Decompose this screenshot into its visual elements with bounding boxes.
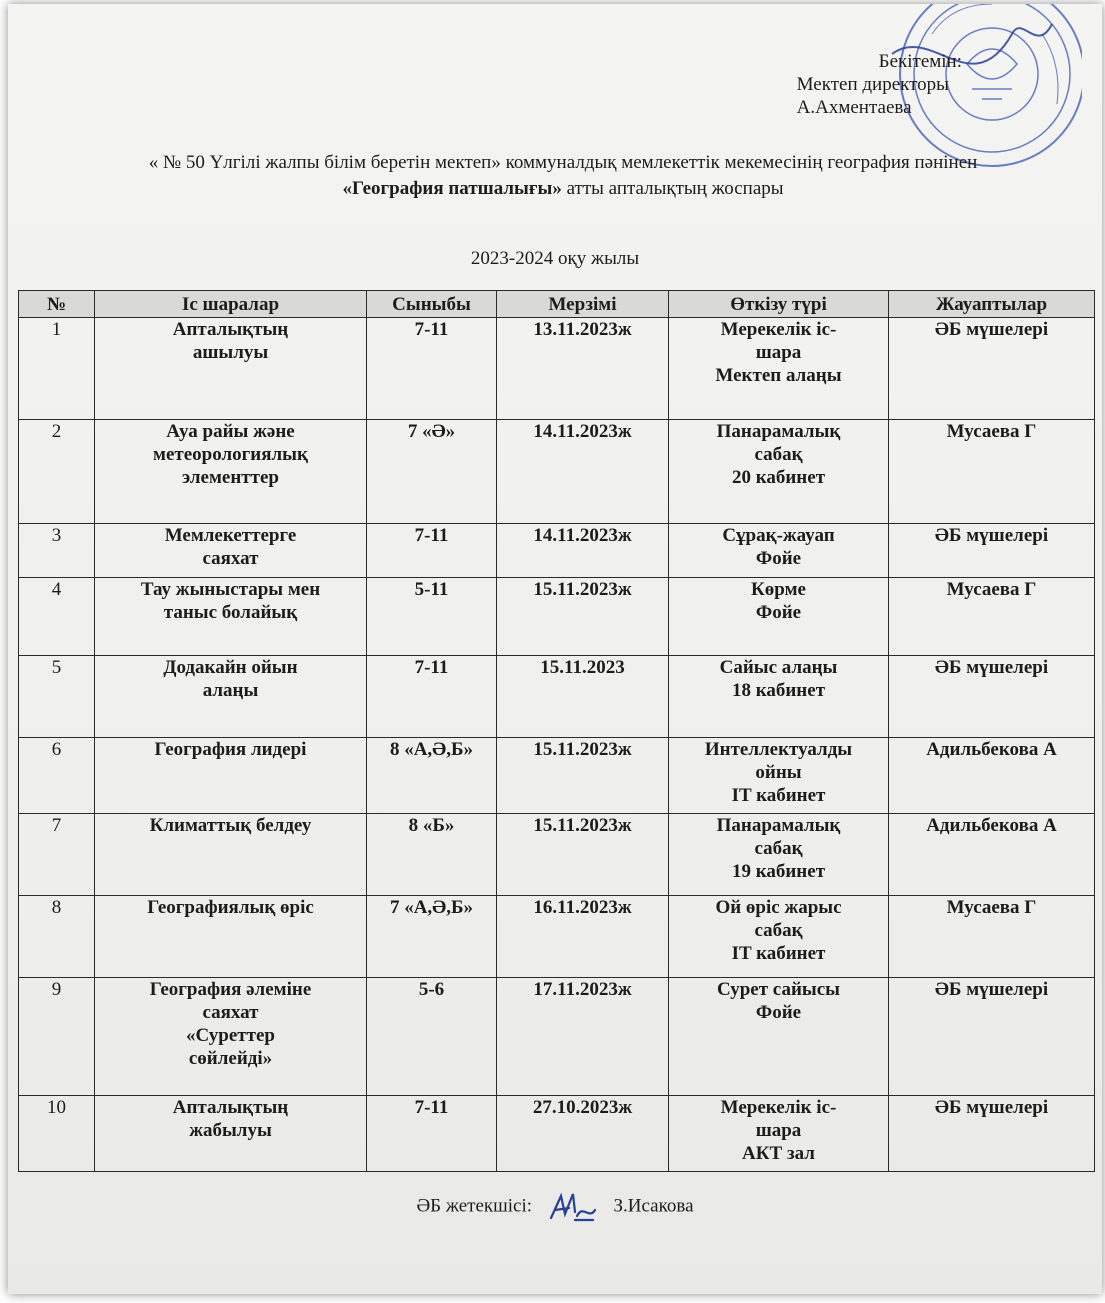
title-part-1: « № 50 Үлгілі жалпы білім беретін мектеп» коммуналдық мемлекеттік мекемесінің география пәнінен (148, 152, 978, 173)
cell-date: 17.11.2023ж (497, 978, 669, 1096)
cell-number: 2 (19, 420, 95, 524)
cell-number: 8 (19, 896, 95, 978)
cell-number: 5 (19, 656, 95, 738)
cell-number: 4 (19, 578, 95, 656)
cell-grade: 7-11 (367, 656, 497, 738)
cell-type (669, 814, 889, 896)
table-row (19, 738, 1095, 814)
cell-type-line: Сайыс алаңы (719, 657, 838, 678)
cell-number: 1 (19, 318, 95, 420)
cell-type (669, 318, 889, 420)
cell-type (669, 524, 889, 578)
cell-type (669, 978, 889, 1096)
approval-block (797, 50, 962, 119)
plan-table (18, 290, 1095, 1172)
cell-grade: 7-11 (367, 1096, 497, 1172)
cell-date: 14.11.2023ж (497, 524, 669, 578)
title-part-2: атты апталықтың жоспары (561, 178, 784, 199)
cell-type-line: сабақ (754, 444, 803, 465)
cell-responsible: Мусаева Г (889, 420, 1095, 524)
cell-event-line: саяхат (202, 548, 259, 569)
table-row (19, 1096, 1095, 1172)
cell-number: 9 (19, 978, 95, 1096)
cell-grade: 7 «Ә» (367, 420, 497, 524)
cell-type-line: шара (755, 342, 802, 363)
cell-event-line: «Суреттер (186, 1025, 275, 1046)
table-row (19, 420, 1095, 524)
header-number: № (19, 291, 95, 318)
cell-event-line: Климаттық белдеу (149, 815, 312, 836)
cell-responsible: ӘБ мүшелері (889, 318, 1095, 420)
header-events: Іс шаралар (95, 291, 367, 318)
table-row (19, 896, 1095, 978)
handwritten-signature (547, 1190, 599, 1224)
cell-type-line: ойны (755, 762, 802, 783)
cell-number: 6 (19, 738, 95, 814)
cell-event (95, 524, 367, 578)
cell-event (95, 420, 367, 524)
cell-event-line: География лидері (154, 739, 307, 760)
cell-grade: 8 «А,Ә,Б» (367, 738, 497, 814)
cell-type-line: Панарамалық (716, 421, 841, 442)
cell-event-line: Апталықтың (172, 319, 289, 340)
header-grade: Сыныбы (367, 291, 497, 318)
cell-event-line: Географиялық өріс (147, 897, 314, 918)
cell-type-line: Сұрақ-жауап (722, 525, 835, 546)
cell-responsible: ӘБ мүшелері (889, 524, 1095, 578)
cell-type-line: 20 кабинет (731, 467, 826, 488)
cell-date: 14.11.2023ж (497, 420, 669, 524)
cell-date: 16.11.2023ж (497, 896, 669, 978)
cell-date: 13.11.2023ж (497, 318, 669, 420)
cell-grade: 7-11 (367, 524, 497, 578)
cell-event (95, 896, 367, 978)
cell-type-line: Мерекелік іс- (720, 1097, 837, 1118)
cell-grade: 8 «Б» (367, 814, 497, 896)
title-bold: «География патшалығы» (342, 178, 562, 199)
table-row (19, 656, 1095, 738)
cell-type-line: сабақ (754, 920, 803, 941)
cell-type-line: сабақ (754, 838, 803, 859)
cell-type-line: IT кабинет (731, 785, 826, 806)
cell-type-line: Фойе (755, 602, 802, 623)
table-row (19, 524, 1095, 578)
cell-event (95, 318, 367, 420)
approval-position: Мектеп директоры (796, 74, 949, 95)
cell-event-line: таныс болайық (163, 602, 298, 623)
cell-type-line: шара (755, 1120, 802, 1141)
cell-responsible: Мусаева Г (889, 578, 1095, 656)
cell-type-line: Фойе (755, 1002, 802, 1023)
cell-event (95, 1096, 367, 1172)
academic-year: 2023-2024 оқу жылы (470, 248, 640, 269)
cell-event-line: метеорологиялық (153, 444, 308, 465)
cell-type-line: АКТ зал (742, 1143, 815, 1164)
cell-type-line: Интеллектуалды (704, 739, 853, 760)
cell-type-line: Ой өріс жарыс (715, 897, 842, 918)
cell-type-line: Мерекелік іс- (720, 319, 837, 340)
cell-responsible: ӘБ мүшелері (889, 656, 1095, 738)
cell-type-line: Панарамалық (716, 815, 841, 836)
cell-event (95, 738, 367, 814)
cell-date: 15.11.2023ж (497, 578, 669, 656)
signature-block (8, 1190, 1102, 1224)
cell-event-line: Додакайн ойын (163, 657, 298, 678)
cell-date: 15.11.2023 (497, 656, 669, 738)
cell-type (669, 1096, 889, 1172)
cell-type (669, 656, 889, 738)
cell-type-line: 19 кабинет (731, 861, 826, 882)
signature-name: З.Исакова (613, 1195, 694, 1217)
cell-grade: 7-11 (367, 318, 497, 420)
table-row (19, 578, 1095, 656)
approval-label: Бекітемін: (878, 51, 962, 72)
cell-event-line: жабылуы (189, 1120, 272, 1141)
table-row (19, 814, 1095, 896)
signature-label: ӘБ жетекшісі: (416, 1195, 533, 1217)
table-row (19, 318, 1095, 420)
cell-type-line: 18 кабинет (731, 680, 826, 701)
cell-responsible: Адильбекова А (889, 814, 1095, 896)
cell-type-line: Көрме (751, 579, 806, 600)
cell-type (669, 896, 889, 978)
cell-type-line: IT кабинет (731, 943, 826, 964)
table-header-row (19, 291, 1095, 318)
approval-name: А.Ахментаева (796, 97, 912, 118)
document-page (8, 4, 1102, 1294)
cell-number: 7 (19, 814, 95, 896)
cell-responsible: ӘБ мүшелері (889, 1096, 1095, 1172)
cell-event (95, 656, 367, 738)
cell-event-line: элементтер (182, 467, 279, 488)
cell-date: 15.11.2023ж (497, 738, 669, 814)
cell-type (669, 738, 889, 814)
cell-grade: 5-11 (367, 578, 497, 656)
cell-date: 15.11.2023ж (497, 814, 669, 896)
cell-number: 10 (19, 1096, 95, 1172)
cell-responsible: ӘБ мүшелері (889, 978, 1095, 1096)
cell-type-line: Фойе (755, 548, 802, 569)
cell-type-line: Сурет сайысы (716, 979, 841, 1000)
cell-event-line: сөйлейді» (188, 1048, 273, 1069)
cell-event-line: Апталықтың (172, 1097, 289, 1118)
cell-number: 3 (19, 524, 95, 578)
header-date: Мерзімі (497, 291, 669, 318)
cell-event-line: Мемлекеттерге (164, 525, 297, 546)
table-row (19, 978, 1095, 1096)
header-responsible: Жауаптылар (889, 291, 1095, 318)
cell-event (95, 814, 367, 896)
cell-event (95, 578, 367, 656)
document-title (98, 150, 1028, 202)
header-type: Өткізу түрі (669, 291, 889, 318)
cell-grade: 7 «А,Ә,Б» (367, 896, 497, 978)
cell-event-line: саяхат (202, 1002, 259, 1023)
cell-event-line: ашылуы (192, 342, 269, 363)
cell-type (669, 578, 889, 656)
cell-responsible: Мусаева Г (889, 896, 1095, 978)
cell-grade: 5-6 (367, 978, 497, 1096)
cell-event (95, 978, 367, 1096)
cell-event-line: Ауа райы және (166, 421, 295, 442)
cell-responsible: Адильбекова А (889, 738, 1095, 814)
cell-event-line: География әлеміне (149, 979, 312, 1000)
cell-event-line: Тау жыныстары мен (140, 579, 321, 600)
cell-date: 27.10.2023ж (497, 1096, 669, 1172)
cell-type-line: Мектеп алаңы (715, 365, 842, 386)
cell-event-line: алаңы (202, 680, 259, 701)
cell-type (669, 420, 889, 524)
